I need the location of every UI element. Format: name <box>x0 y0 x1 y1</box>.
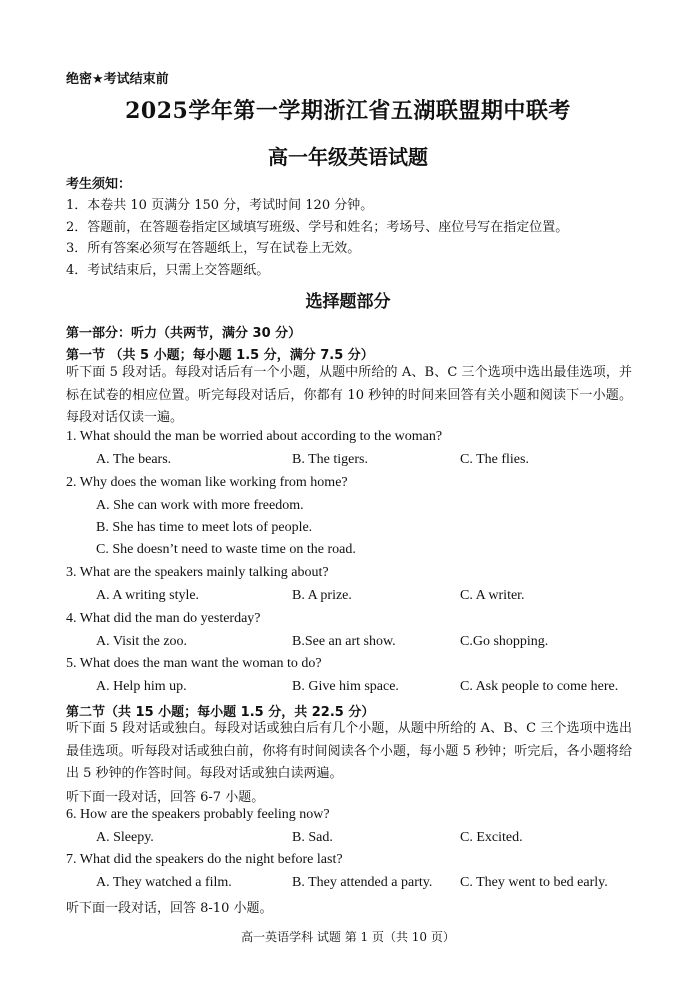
part-one-title: 第一部分：听力（共两节，满分 30 分） <box>66 326 302 341</box>
notice-item: 4．考试结束后，只需上交答题纸。 <box>66 263 270 278</box>
option-b: B. A prize. <box>292 588 352 603</box>
option-a: A. A writing style. <box>96 588 200 603</box>
question-stem: 4. What did the man do yesterday? <box>66 611 261 626</box>
dialogue-lead: 听下面一段对话，回答 6-7 小题。 <box>66 790 265 805</box>
exam-subtitle: 高一年级英语试题 <box>268 145 428 169</box>
section-one-instructions: 听下面 5 段对话。每段对话后有一个小题，从题中所给的 A、B、C 三个选项中选出最佳选项，并标在试卷的相应位置。听完每段对话后，你都有 10 秒钟的时间来回答有关小题和阅读下一小题。每段对话仅读一遍。 <box>66 365 632 425</box>
page-footer: 高一英语学科 试题 第 1 页（共 10 页） <box>241 930 455 944</box>
option-b: B. Give him space. <box>292 679 399 694</box>
section-one-title: 第一节 （共 5 小题；每小题 1.5 分，满分 7.5 分） <box>66 348 374 363</box>
option-a: A. Visit the zoo. <box>96 634 188 649</box>
option-a: A. Help him up. <box>96 679 187 694</box>
section-title: 选择题部分 <box>305 292 391 312</box>
option-c: C. The flies. <box>460 452 529 467</box>
section-two-instructions: 听下面 5 段对话或独白。每段对话或独白后有几个小题，从题中所给的 A、B、C 三个选项中选出最佳选项。听每段对话或独白前，你将有时间阅读各个小题，每小题 5 秒钟；听完后，各小题将给出 5 秒钟的作答时间。每段对话或独白读两遍。 <box>66 721 632 781</box>
option-b: B. The tigers. <box>292 452 368 467</box>
notice-item: 2．答题前，在答题卷指定区域填写班级、学号和姓名；考场号、座位号写在指定位置。 <box>66 220 569 235</box>
option-a: A. She can work with more freedom. <box>96 498 304 513</box>
question-stem: 5. What does the man want the woman to do? <box>66 656 322 671</box>
option-b: B. They attended a party. <box>292 875 433 890</box>
option-b: B. She has time to meet lots of people. <box>96 520 313 535</box>
question-stem: 6. How are the speakers probably feeling now? <box>66 807 330 822</box>
secret-label: 绝密★考试结束前 <box>66 72 169 87</box>
question-stem: 2. Why does the woman like working from home? <box>66 475 348 490</box>
option-c: C.Go shopping. <box>460 634 549 649</box>
option-c: C. She doesn’t need to waste time on the road. <box>96 542 356 557</box>
option-c: C. Excited. <box>460 830 523 845</box>
option-c: C. Ask people to come here. <box>460 679 619 694</box>
question-stem: 3. What are the speakers mainly talking about? <box>66 565 329 580</box>
option-a: A. Sleepy. <box>96 830 154 845</box>
notice-item: 3．所有答案必须写在答题纸上，写在试卷上无效。 <box>66 241 361 256</box>
option-c: C. They went to bed early. <box>460 875 608 890</box>
section-two-title: 第二节（共 15 小题；每小题 1.5 分，共 22.5 分） <box>66 705 375 720</box>
option-a: A. They watched a film. <box>96 875 232 890</box>
exam-title: 2025学年第一学期浙江省五湖联盟期中联考 <box>125 98 571 124</box>
notice-title: 考生须知： <box>66 177 132 192</box>
option-b: B.See an art show. <box>292 634 396 649</box>
option-a: A. The bears. <box>96 452 172 467</box>
question-stem: 1. What should the man be worried about according to the woman? <box>66 429 443 444</box>
notice-item: 1．本卷共 10 页满分 150 分，考试时间 120 分钟。 <box>66 198 374 213</box>
dialogue-lead: 听下面一段对话，回答 8-10 小题。 <box>66 901 273 916</box>
option-c: C. A writer. <box>460 588 525 603</box>
option-b: B. Sad. <box>292 830 333 845</box>
question-stem: 7. What did the speakers do the night before last? <box>66 852 343 867</box>
